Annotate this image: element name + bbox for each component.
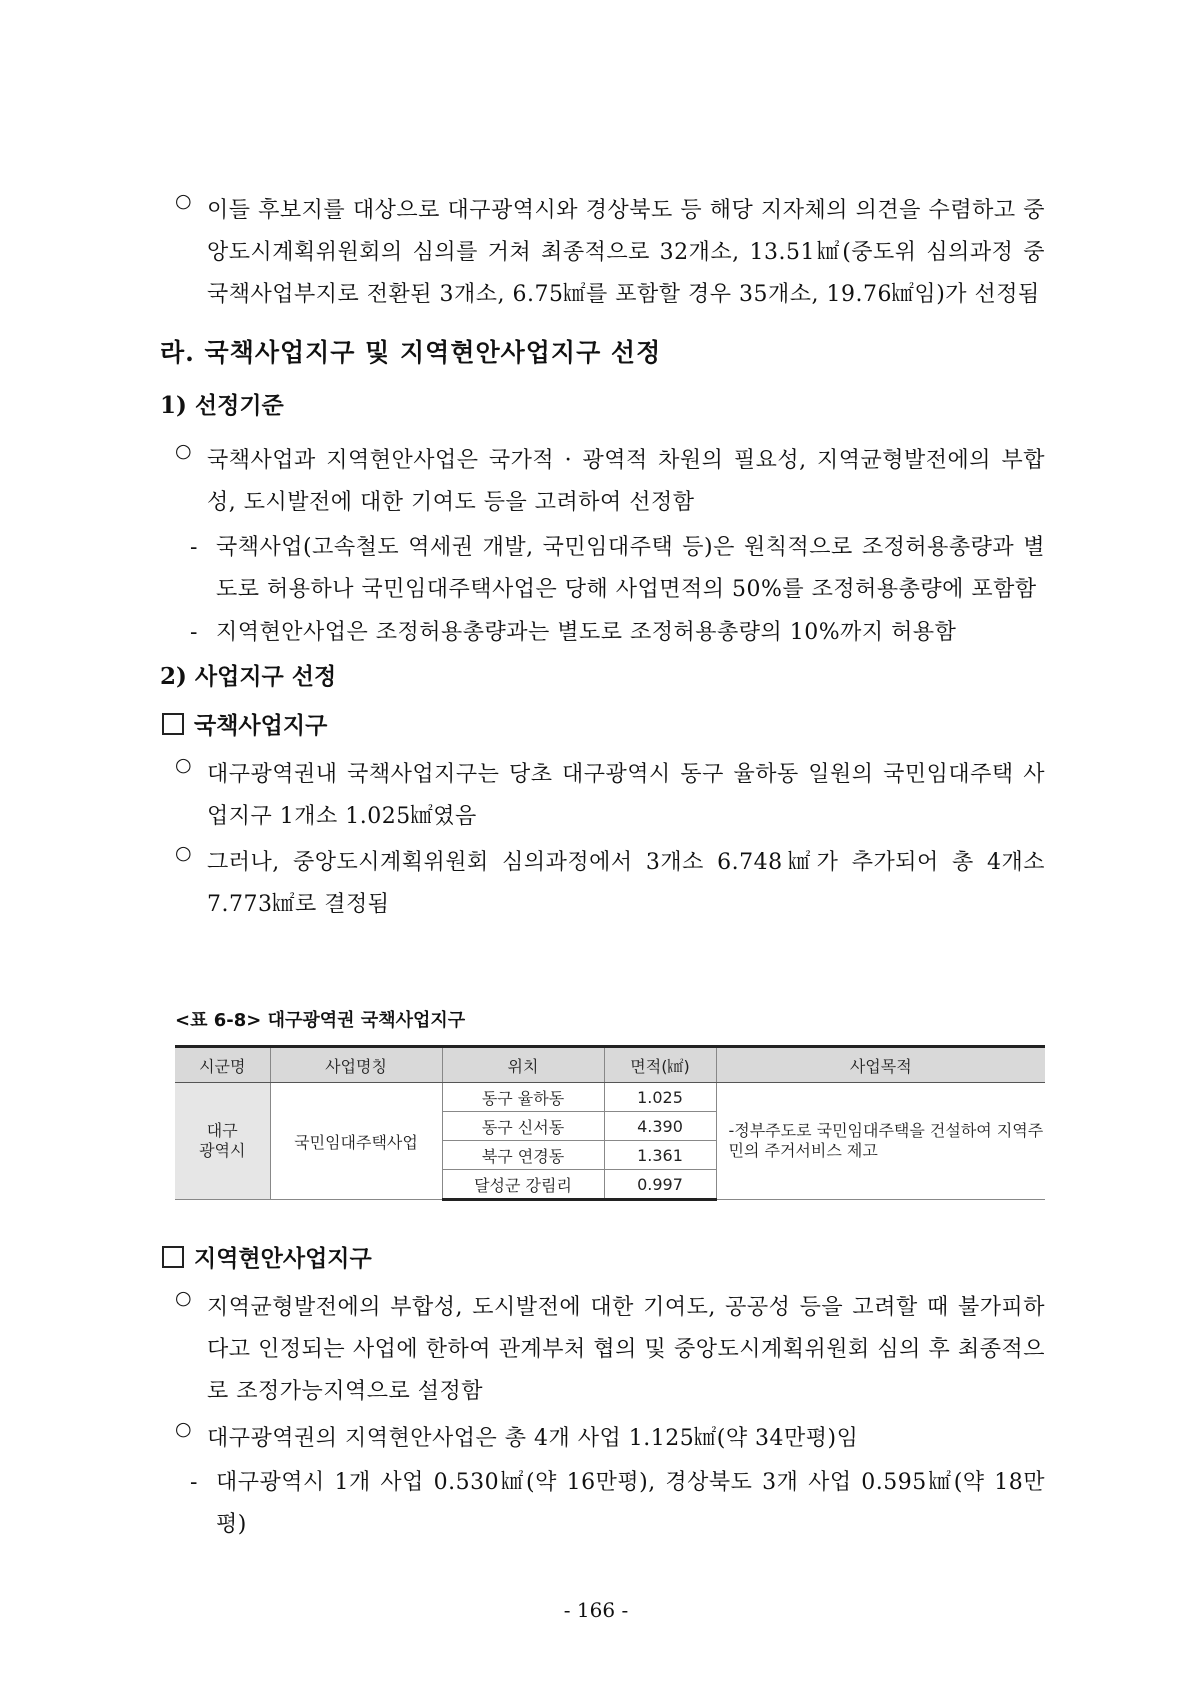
paragraph-text: 지역균형발전에의 부합성, 도시발전에 대한 기여도, 공공성 등을 고려할 때 불가피하다고 인정되는 사업에 한하여 관계부처 협의 및 중앙도시계획위원회 심의 후 최종적으로 조정가능지역으로 설정함 xyxy=(207,1295,1045,1404)
dash-text: 대구광역시 1개 사업 0.530㎢(약 16만평), 경상북도 3개 사업 0.595㎢(약 18만평) xyxy=(216,1470,1045,1537)
bullet-circle: ○ xyxy=(175,440,192,462)
dash-text: 지역현안사업은 조정허용총량과는 별도로 조정허용총량의 10%까지 허용함 xyxy=(216,620,957,645)
paragraph-criteria xyxy=(175,440,1045,524)
box-heading-text: 지역현안사업지구 xyxy=(194,1245,372,1272)
dash-text: 국책사업(고속철도 역세권 개발, 국민임대주택 등)은 원칙적으로 조정허용총량과 별도로 허용하나 국민임대주택사업은 당해 사업면적의 50%를 조정허용총량에 포함함 xyxy=(216,535,1045,602)
column-header: 면적(㎢) xyxy=(604,1047,716,1083)
bullet-circle: ○ xyxy=(175,842,192,864)
paragraph-text: 그러나, 중앙도시계획위원회 심의과정에서 3개소 6.748㎢가 추가되어 총 4개소 7.773㎢로 결정됨 xyxy=(207,850,1045,917)
cell-location: 북구 연경동 xyxy=(442,1141,604,1170)
bullet-circle: ○ xyxy=(175,190,192,212)
cell-area: 4.390 xyxy=(604,1112,716,1141)
section-heading-ra: 라. 국책사업지구 및 지역현안사업지구 선정 xyxy=(160,338,662,367)
cell-location: 달성군 강림리 xyxy=(442,1170,604,1200)
dash-mark: - xyxy=(190,1470,198,1495)
paragraph-regional-criteria xyxy=(175,1287,1045,1413)
cell-region: 대구 광역시 xyxy=(175,1083,270,1200)
cell-location: 동구 율하동 xyxy=(442,1083,604,1112)
paragraph-text: 이들 후보지를 대상으로 대구광역시와 경상북도 등 해당 지자체의 의견을 수렴하고 중앙도시계획위원회의 심의를 거쳐 최종적으로 32개소, 13.51㎢(중도위 심의과정 중 국책사업부지로 전환된 3개소, 6.75㎢를 포함할 경우 35개소, 19.76㎢임)가 선정됨 xyxy=(207,198,1045,307)
box-heading-national-district xyxy=(162,707,327,740)
dash-item-regional-project xyxy=(190,612,1045,654)
cell-purpose: -정부주도로 국민임대주택을 건설하여 지역주민의 주거서비스 제고 xyxy=(716,1083,1045,1200)
bullet-circle: ○ xyxy=(175,1287,192,1309)
paragraph-text: 국책사업과 지역현안사업은 국가적 · 광역적 차원의 필요성, 지역균형발전에의 부합성, 도시발전에 대한 기여도 등을 고려하여 선정함 xyxy=(207,448,1045,515)
dash-mark: - xyxy=(190,535,198,560)
column-header: 위치 xyxy=(442,1047,604,1083)
table-header-row xyxy=(175,1047,1045,1083)
paragraph-regional-total xyxy=(175,1418,1045,1460)
box-heading-regional-district xyxy=(162,1240,372,1273)
paragraph-final-decision xyxy=(175,842,1045,926)
dash-mark: - xyxy=(190,620,198,645)
cell-area: 0.997 xyxy=(604,1170,716,1200)
page-number: - 166 - xyxy=(563,1598,629,1622)
subheading-district-selection: 2) 사업지구 선정 xyxy=(160,663,337,690)
bullet-circle: ○ xyxy=(175,1418,192,1440)
subheading-selection-criteria: 1) 선정기준 xyxy=(160,392,284,419)
table-caption: <표 6-8> 대구광역권 국책사업지구 xyxy=(175,1010,466,1031)
cell-area: 1.025 xyxy=(604,1083,716,1112)
dash-item-national-project xyxy=(190,527,1045,611)
national-project-table xyxy=(175,1045,1045,1201)
column-header: 사업목적 xyxy=(716,1047,1045,1083)
paragraph-text: 대구광역권의 지역현안사업은 총 4개 사업 1.125㎢(약 34만평)임 xyxy=(207,1426,859,1451)
cell-area: 1.361 xyxy=(604,1141,716,1170)
checkbox-square-icon xyxy=(162,713,184,735)
table-row xyxy=(175,1083,1045,1112)
paragraph-candidate-selection xyxy=(175,190,1045,316)
cell-project-name: 국민임대주택사업 xyxy=(270,1083,442,1200)
bullet-circle: ○ xyxy=(175,754,192,776)
dash-item-regional-breakdown xyxy=(190,1462,1045,1546)
column-header: 시군명 xyxy=(175,1047,270,1083)
column-header: 사업명칭 xyxy=(270,1047,442,1083)
paragraph-text: 대구광역권내 국책사업지구는 당초 대구광역시 동구 율하동 일원의 국민임대주택 사업지구 1개소 1.025㎢였음 xyxy=(207,762,1045,829)
box-heading-text: 국책사업지구 xyxy=(194,712,328,739)
cell-location: 동구 신서동 xyxy=(442,1112,604,1141)
paragraph-initial-district xyxy=(175,754,1045,838)
checkbox-square-icon xyxy=(162,1246,184,1268)
